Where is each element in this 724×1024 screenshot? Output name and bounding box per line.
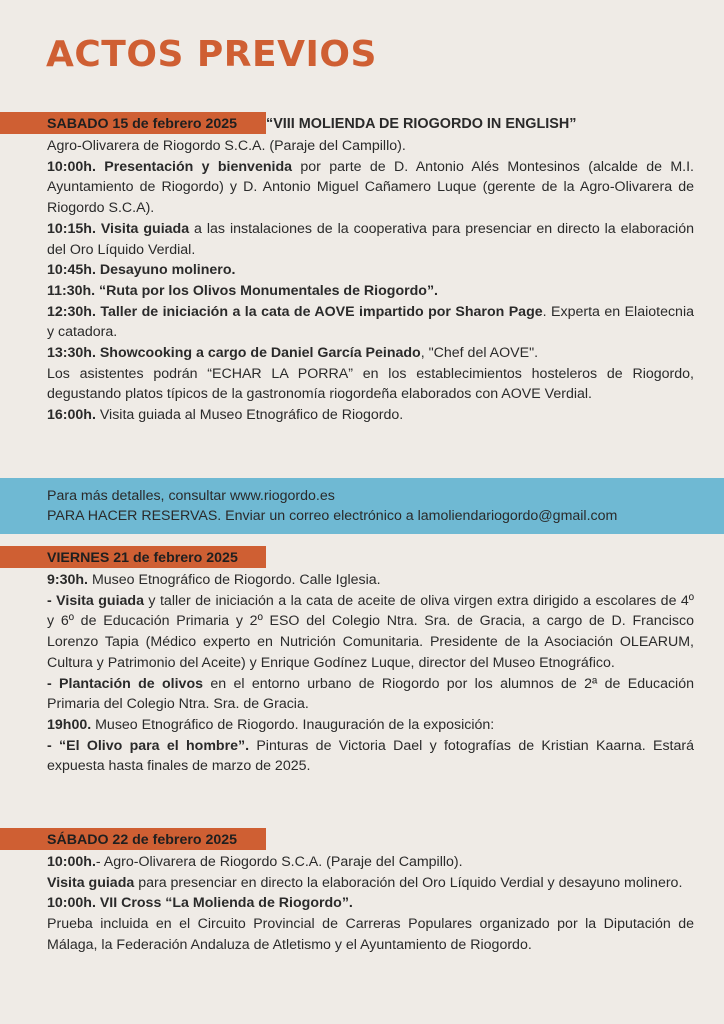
section-body — [0, 852, 724, 956]
schedule-line-emphasis: 10:45h. Desayuno molinero. — [47, 262, 236, 279]
schedule-line-text: Pinturas de Victoria Dael y fotografías de Kristian Kaarna. Estará expuesta hasta finales de marzo de 2025. — [47, 737, 694, 775]
schedule-line — [47, 715, 694, 736]
info-line-details: Para más detalles, consultar www.riogordo.es — [47, 488, 335, 504]
schedule-line — [47, 893, 694, 914]
schedule-line-emphasis: 10:15h. Visita guiada — [47, 220, 190, 237]
schedule-line-text: Visita guiada al Museo Etnográfico de Riogordo. — [95, 407, 404, 424]
section-body — [0, 570, 724, 777]
schedule-line-emphasis: - “El Olivo para el hombre”. — [47, 737, 250, 754]
section-sabado-15 — [0, 112, 724, 426]
schedule-line — [47, 591, 694, 674]
schedule-line — [47, 914, 694, 955]
schedule-line — [47, 343, 694, 364]
schedule-line-emphasis: Visita guiada — [47, 874, 135, 891]
schedule-line-emphasis: 16:00h. — [47, 407, 96, 424]
schedule-line — [47, 281, 694, 302]
date-label: SÁBADO 22 de febrero 2025 — [47, 832, 238, 848]
schedule-line-text: Agro-Olivarera de Riogordo S.C.A. (Paraje del Campillo). — [47, 138, 406, 154]
schedule-line-emphasis: 10:00h. VII Cross “La Molienda de Riogordo”. — [47, 895, 353, 912]
info-line-reservas: PARA HACER RESERVAS. Enviar un correo electrónico a lamoliendariogordo@gmail.com — [47, 508, 618, 524]
date-label: VIERNES 21 de febrero 2025 — [47, 550, 238, 566]
schedule-line-emphasis: 12:30h. Taller de iniciación a la cata de AOVE impartido por Sharon Page — [47, 303, 543, 320]
schedule-line-text: Los asistentes podrán “ECHAR LA PORRA” en los establecimientos hosteleros de Riogordo, degustando platos típicos de la gastronomía riogordeña elaborados con AOVE Verdial. — [47, 365, 694, 403]
schedule-line — [47, 674, 694, 715]
schedule-line-emphasis: 13:30h. Showcooking a cargo de Daniel García Peinado — [47, 345, 421, 362]
schedule-line-text: Museo Etnográfico de Riogordo. Calle Iglesia. — [88, 572, 381, 588]
date-label: SABADO 15 de febrero 2025 — [47, 116, 238, 132]
date-bar — [0, 546, 266, 568]
schedule-line-emphasis: 11:30h. “Ruta por los Olivos Monumentales de Riogordo”. — [47, 282, 439, 299]
page-title: ACTOS PREVIOS — [46, 34, 377, 75]
schedule-line — [47, 873, 694, 894]
schedule-line — [47, 157, 694, 219]
schedule-line — [47, 136, 694, 157]
schedule-line-text: en el entorno urbano de Riogordo por los alumnos de 2ª de Educación Primaria del Colegio Ntra. Sra. de Gracia. — [47, 675, 694, 713]
schedule-line — [47, 219, 694, 260]
section-body — [0, 136, 724, 426]
schedule-line-text: Museo Etnográfico de Riogordo. Inauguración de la exposición: — [91, 716, 495, 733]
section-viernes-21 — [0, 546, 724, 777]
schedule-line-text: por parte de D. Antonio Alés Montesinos (alcalde de M.I. Ayuntamiento de Riogordo) y D. Antonio Miguel Cañamero Luque (gerente de la Agro-Olivarera de Riogordo S.C.A). — [47, 158, 694, 217]
schedule-line-text: y taller de iniciación a la cata de aceite de oliva virgen extra dirigido a escolares de 4º y 6º de Educación Primaria y 2º ESO del Colegio Ntra. Sra. de Gracia, a cargo de D. Francisco Lorenzo Tapia (Médico experto en Nutrición Comunitaria. Presidente de la Asociación OLEARUM, Cultura y Patrimonio del Aceite) y Enrique Godínez Luque, director del Museo Etnográfico. — [47, 592, 694, 671]
schedule-line-text: . Experta en Elaiotecnia y catadora. — [47, 303, 694, 341]
schedule-line-emphasis: 10:00h. — [47, 854, 96, 870]
date-bar — [0, 112, 266, 134]
schedule-line-text: - Agro-Olivarera de Riogordo S.C.A. (Paraje del Campillo). — [95, 854, 463, 870]
date-bar — [0, 828, 266, 850]
schedule-line-emphasis: 19h00. — [47, 716, 92, 733]
schedule-line-text: , "Chef del AOVE". — [420, 345, 539, 362]
schedule-line — [47, 852, 694, 873]
section-sabado-22 — [0, 828, 724, 956]
schedule-line — [47, 302, 694, 343]
info-banner — [0, 478, 724, 534]
schedule-line-emphasis: - Visita guiada — [47, 592, 144, 609]
schedule-line-emphasis: - Plantación de olivos — [47, 675, 204, 692]
schedule-line-emphasis: 9:30h. — [47, 572, 89, 588]
event-title: “VIII MOLIENDA DE RIOGORDO IN ENGLISH” — [266, 116, 577, 132]
schedule-line — [47, 364, 694, 405]
schedule-line — [47, 260, 694, 281]
schedule-line — [47, 405, 694, 426]
schedule-line — [47, 570, 694, 591]
schedule-line — [47, 736, 694, 777]
schedule-line-text: para presenciar en directo la elaboración del Oro Líquido Verdial y desayuno molinero. — [134, 874, 683, 891]
schedule-line-emphasis: 10:00h. Presentación y bienvenida — [47, 158, 293, 175]
schedule-line-text: Prueba incluida en el Circuito Provincial de Carreras Populares organizado por la Diputación de Málaga, la Federación Andaluza de Atletismo y el Ayuntamiento de Riogordo. — [47, 916, 694, 953]
schedule-line-text: a las instalaciones de la cooperativa para presenciar en directo la elaboración del Oro Líquido Verdial. — [47, 220, 694, 258]
